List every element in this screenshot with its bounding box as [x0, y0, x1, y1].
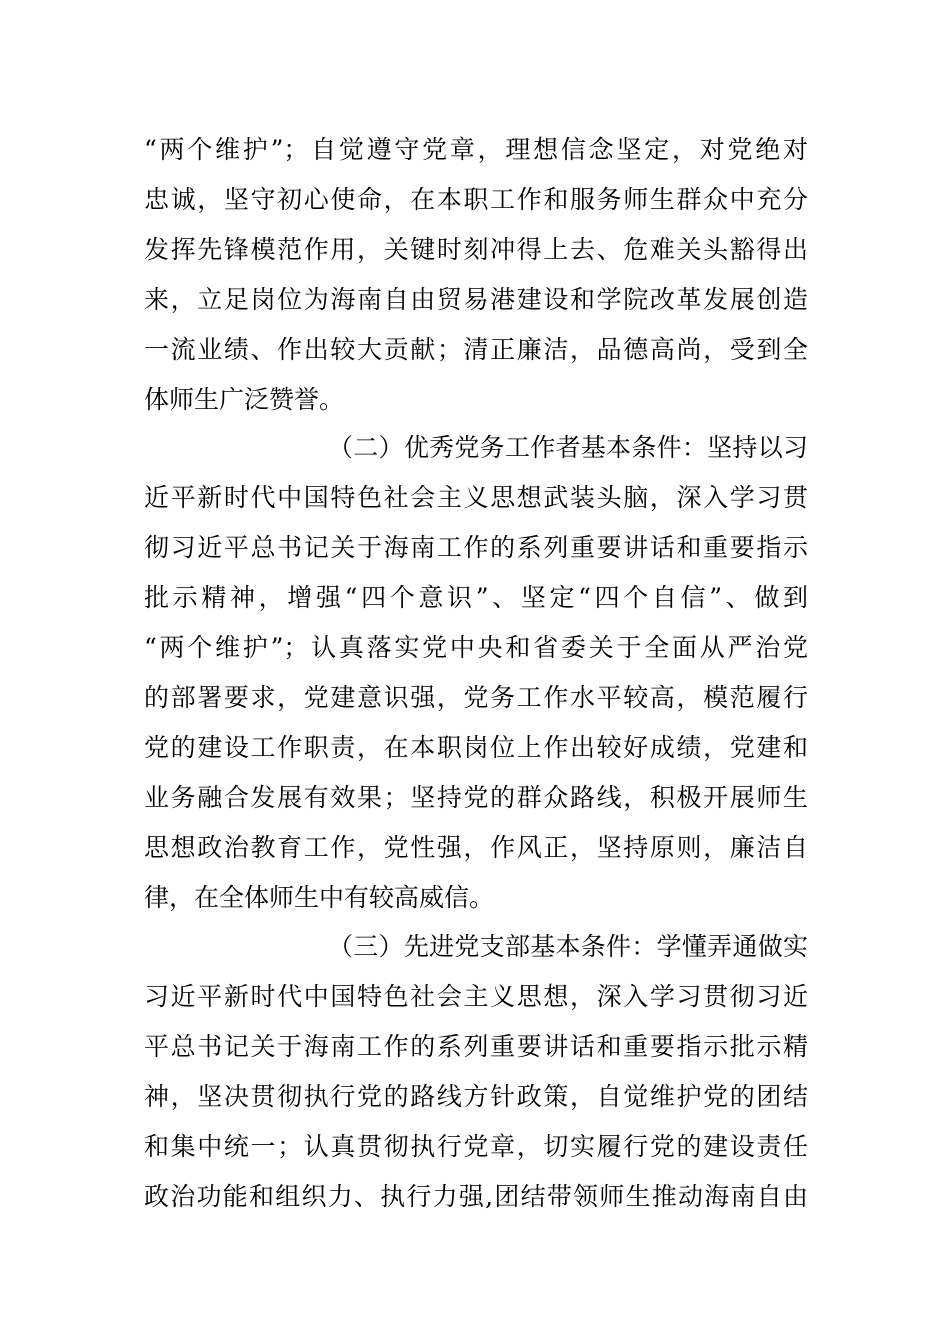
text-line: 彻习近平总书记关于海南工作的系列重要讲话和重要指示 — [144, 533, 808, 562]
text-line: 律，在全体师生中有较高威信。 — [144, 883, 495, 912]
text-line: 的部署要求，党建意识强，党务工作水平较高，模范履行 — [144, 683, 808, 712]
text-line: 党的建设工作职责，在本职岗位上作出较好成绩，党建和 — [144, 733, 808, 762]
text-line: 近平新时代中国特色社会主义思想武装头脑，深入学习贯 — [144, 483, 808, 512]
text-line: 政治功能和组织力、执行力强,团结带领师生推动海南自由 — [144, 1182, 808, 1211]
text-line: 批示精神，增强“四个意识”、坚定“四个自信”、做到 — [144, 583, 808, 612]
text-line: 来，立足岗位为海南自由贸易港建设和学院改革发展创造 — [144, 285, 808, 314]
text-line: 习近平新时代中国特色社会主义思想，深入学习贯彻习近 — [144, 982, 808, 1011]
text-line: “两个维护”；自觉遵守党章，理想信念坚定，对党绝对 — [144, 135, 808, 164]
text-line: 业务融合发展有效果；坚持党的群众路线，积极开展师生 — [144, 783, 808, 812]
text-line: 体师生广泛赞誉。 — [144, 385, 345, 414]
text-line: 和集中统一；认真贯彻执行党章，切实履行党的建设责任 — [144, 1132, 808, 1161]
text-line: 平总书记关于海南工作的系列重要讲话和重要指示批示精 — [144, 1032, 808, 1061]
paragraph-heading-line: （三）先进党支部基本条件：学懂弄通做实 — [328, 932, 808, 961]
paragraph-heading-line: （二）优秀党务工作者基本条件：坚持以习 — [328, 433, 808, 462]
text-line: 神，坚决贯彻执行党的路线方针政策，自觉维护党的团结 — [144, 1082, 808, 1111]
text-line: 思想政治教育工作，党性强，作风正，坚持原则，廉洁自 — [144, 833, 808, 862]
text-line: 一流业绩、作出较大贡献；清正廉洁，品德高尚，受到全 — [144, 335, 808, 364]
text-line: 忠诚，坚守初心使命，在本职工作和服务师生群众中充分 — [144, 185, 808, 214]
text-line: 发挥先锋模范作用，关键时刻冲得上去、危难关头豁得出 — [144, 235, 808, 264]
text-line: “两个维护”；认真落实党中央和省委关于全面从严治党 — [144, 633, 808, 662]
